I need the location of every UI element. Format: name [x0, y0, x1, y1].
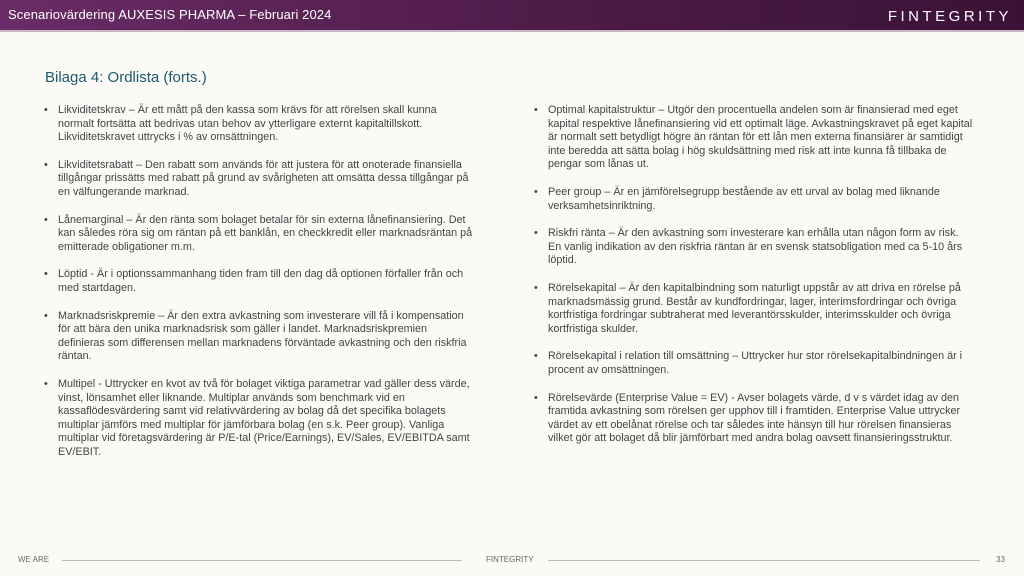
glossary-text: Rörelsevärde (Enterprise Value = EV) - Avser bolagets värde, d v s värdet idag av den framtida avkastning som rörelsen ger upphov till i framtiden. Enterprise Value uttrycker värdet av ett obelånat rörelse och tar således inte hänsyn till hur rörelsen finansieras vilket gör att bolaget då blir jämförbart med andra bolag oavsett finansieringsstruktur.: [548, 391, 961, 445]
bullet-icon: •: [44, 104, 48, 116]
footer-tagline: WE ARE: [18, 555, 50, 564]
header-divider: [0, 30, 1024, 32]
header-bar: [0, 0, 1024, 30]
footer-divider-left: [62, 560, 462, 561]
glossary-item: [44, 268, 474, 295]
glossary-text: Rörelsekapital i relation till omsättning – Uttrycker hur stor rörelsekapitalbindningen är i procent av omsättningen.: [548, 350, 963, 376]
bullet-icon: •: [44, 309, 48, 322]
bullet-icon: •: [44, 268, 48, 281]
glossary-item: [44, 159, 474, 200]
glossary-text: Peer group – Är en jämförelsegrupp bestående av ett urval av bolag med liknande verksamhetsinriktning.: [548, 185, 940, 212]
document-title: Scenariovärdering AUXESIS PHARMA – Februari 2024: [8, 7, 332, 22]
bullet-icon: •: [534, 104, 538, 116]
glossary-text: Likviditetsrabatt – Den rabatt som används för att justera för att onoterade finansiella tillgångar prissätts med rabatt på grund av svårigheten att omsätta dessa tillgångar på en välfungerande marknad.: [58, 158, 469, 198]
bullet-icon: •: [44, 213, 48, 226]
glossary-text: Löptid - Är i optionssammanhang tiden fram till den dag då optionen förfaller från och med startdagen.: [58, 268, 464, 294]
glossary-item: [534, 227, 974, 268]
glossary-text: Multipel - Uttrycker en kvot av två för bolaget viktiga parametrar vad gäller dess värde, vinst, lönsamhet eller liknande. Multiplar används som benchmark vid en kassaflödesvärdering samt vid relativvärdering av bolag då det specifika bolagets multiplar jämförs med multiplar för jämförbara bolag (en s.k. Peer group). Vanliga multiplar vid företagsvärdering är P/E-tal (Price/Earnings), EV/Sales, EV/EBITDA samt EV/EBIT.: [58, 377, 470, 458]
footer-divider-right: [548, 560, 980, 561]
glossary-column-left: [44, 104, 474, 473]
glossary-item: [534, 104, 974, 172]
glossary-item: [534, 186, 974, 213]
page-number: 33: [996, 555, 1005, 564]
bullet-icon: •: [44, 158, 48, 171]
glossary-item: [44, 104, 474, 145]
glossary-text: Likviditetskrav – Är ett mått på den kassa som krävs för att rörelsen skall kunna normalt fortsätta att bedrivas utan behov av ytterligare externt kapitaltillskott. Likviditetskravet uttrycks i % av omsättningen.: [58, 104, 437, 144]
glossary-item: [534, 392, 974, 446]
bullet-icon: •: [534, 185, 538, 198]
page-title: Bilaga 4: Ordlista (forts.): [45, 69, 207, 86]
glossary-text: Riskfri ränta – Är den avkastning som investerare kan erhålla utan någon form av risk. En vanlig indikation av den riskfria räntan är en svensk statsobligation med ca 5-10 års löptid.: [548, 227, 963, 267]
glossary-text: Marknadsriskpremie – Är den extra avkastning som investerare vill få i kompensation för att bära den unika marknadsrisk som gäller i landet. Marknadsriskpremien definieras som differensen mellan marknadens förväntade avkastning och den riskfria räntan.: [58, 309, 467, 363]
glossary-text: Lånemarginal – Är den ränta som bolaget betalar för sin externa lånefinansiering. Det kan således röra sig om räntan på ett banklån, en checkkredit eller marknadsräntan på emitterade obligationer m.m.: [58, 213, 473, 253]
footer-brand: FINTEGRITY: [486, 555, 534, 564]
glossary-item: [44, 378, 474, 460]
glossary-item: [534, 282, 974, 336]
glossary-item: [44, 310, 474, 364]
glossary-text: Rörelsekapital – Är den kapitalbindning som naturligt uppstår av att driva en rörelse på marknadsmässig grund. Består av kundfordringar, lager, interimsfordringar och övriga kortfristiga fordringar subtraherat med leverantörsskulder, interimsskulder och övriga kortfristiga skulder.: [548, 281, 961, 335]
bullet-icon: •: [534, 227, 538, 240]
bullet-icon: •: [534, 391, 538, 404]
bullet-icon: •: [534, 350, 538, 363]
brand-logo: FINTEGRITY: [887, 8, 1012, 25]
bullet-icon: •: [534, 281, 538, 294]
glossary-column-right: [534, 104, 974, 460]
glossary-item: [44, 214, 474, 255]
glossary-text: Optimal kapitalstruktur – Utgör den procentuella andelen som är finansierad med eget kapital respektive lånefinansiering vid ett optimalt läge. Avkastningskravet på eget kapital är normalt sett betydligt högre än räntan för ett lån men externa finansiärer är samtidigt inte beredda att sätta bolag i hög skuldsättning med risk att inte kunna få tillbaka de pengar som lånas ut.: [548, 104, 973, 171]
bullet-icon: •: [44, 377, 48, 390]
glossary-item: [534, 350, 974, 377]
